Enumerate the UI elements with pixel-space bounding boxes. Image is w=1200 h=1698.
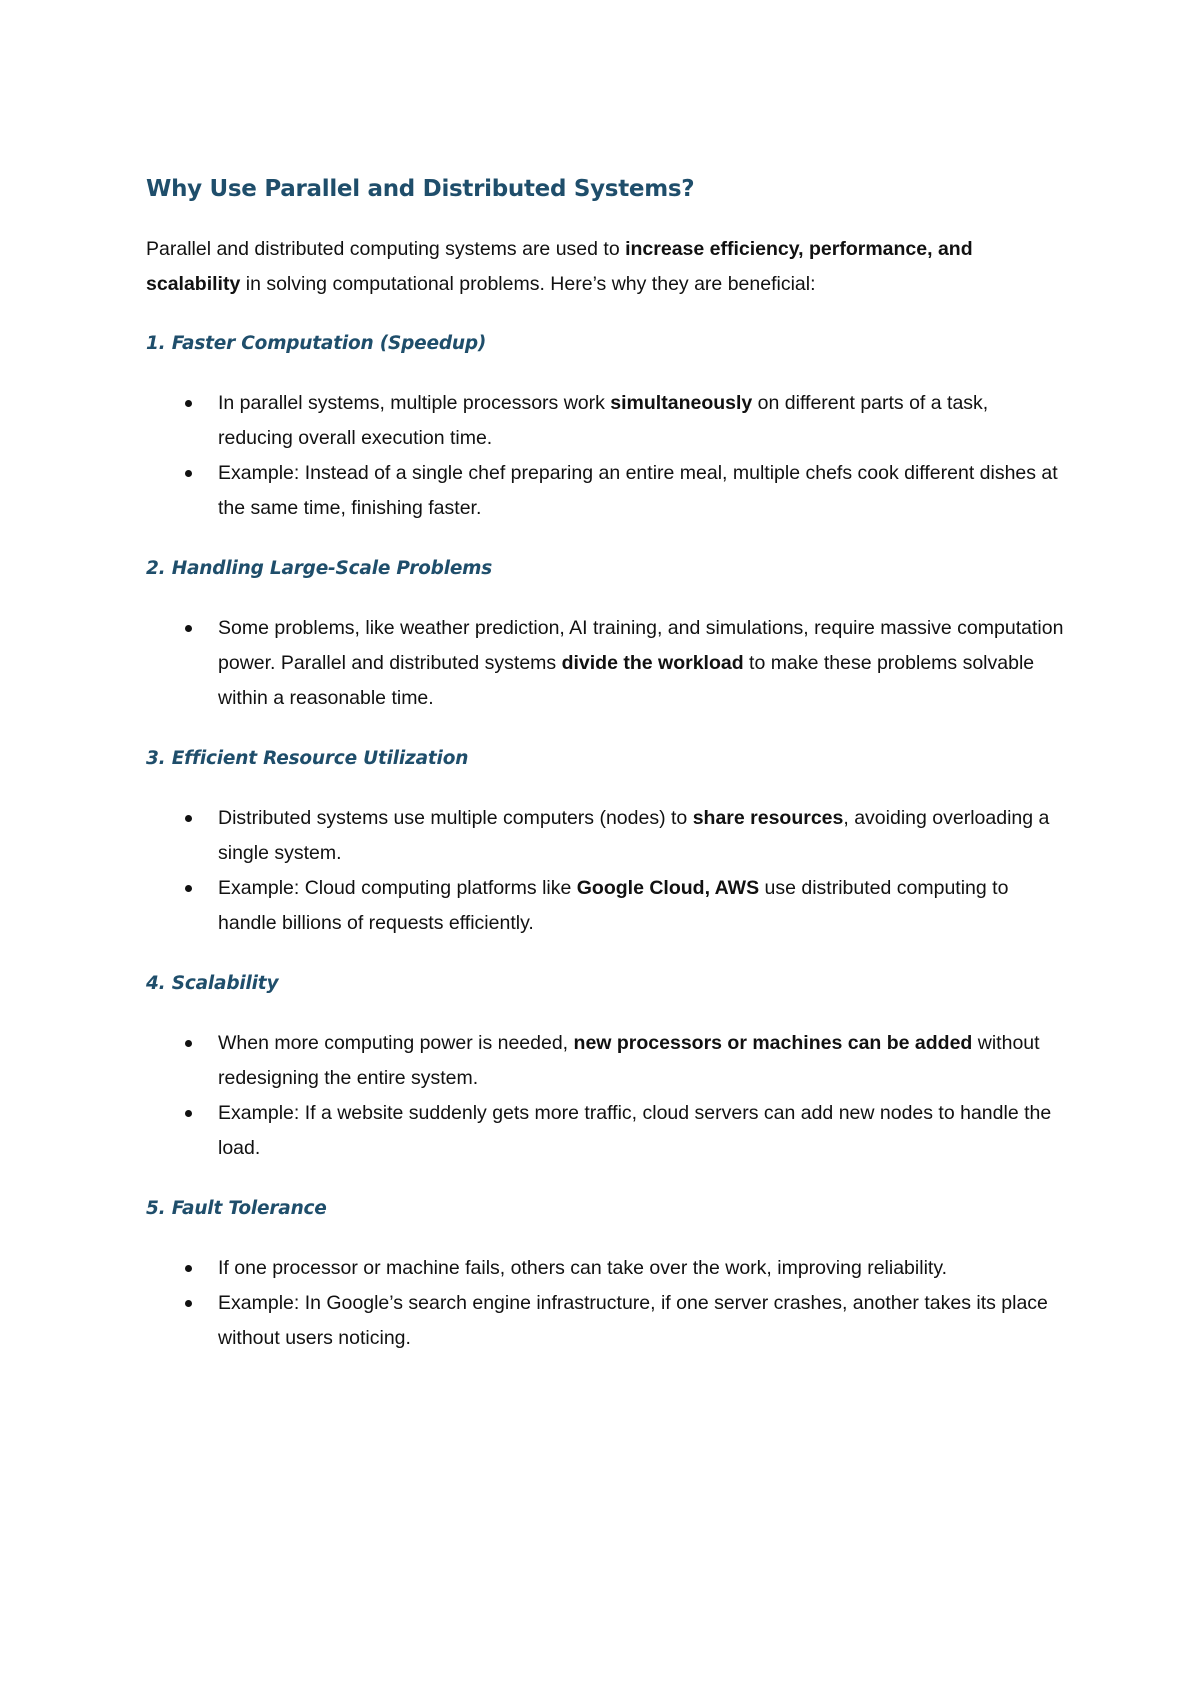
section-scalability (146, 973, 1066, 1166)
bullet-text: Example: If a website suddenly gets more traffic, cloud servers can add new nodes to handle the load. (218, 1102, 1052, 1159)
bullet-emphasis: divide the workload (561, 652, 744, 674)
document-page (146, 176, 1066, 1388)
list-item (218, 871, 1066, 941)
intro-emphasis: increase efficiency, performance, and scalability (146, 238, 973, 295)
bullet-text: Some problems, like weather prediction, AI training, and simulations, require massive computation power. Parallel and distributed systems (218, 617, 1064, 674)
bullet-emphasis: new processors or machines can be added (573, 1032, 973, 1054)
bullet-emphasis: Google Cloud, AWS (576, 877, 760, 899)
section-large-scale-problems (146, 558, 1066, 716)
intro-text: in solving computational problems. Here’s why they are beneficial: (240, 273, 816, 295)
bullet-text: When more computing power is needed, (218, 1032, 574, 1054)
section-heading: 2. Handling Large-Scale Problems (146, 558, 493, 579)
list-item (218, 801, 1066, 871)
intro-text: Parallel and distributed computing systems are used to (146, 238, 626, 260)
section-fault-tolerance (146, 1198, 1066, 1356)
bullet-list (146, 1251, 1066, 1356)
bullet-text: Example: In Google’s search engine infrastructure, if one server crashes, another takes its place without users noticing. (218, 1292, 1048, 1349)
section-faster-computation (146, 333, 1066, 526)
section-resource-utilization (146, 748, 1066, 941)
list-item (218, 386, 1066, 456)
bullet-text: on different parts of a task, reducing overall execution time. (218, 392, 989, 449)
bullet-emphasis: share resources (692, 807, 844, 829)
bullet-text: use distributed computing to handle billions of requests efficiently. (218, 877, 1009, 934)
section-heading: 4. Scalability (146, 973, 279, 994)
bullet-text: Example: Instead of a single chef preparing an entire meal, multiple chefs cook different dishes at the same time, finishing faster. (218, 462, 1058, 519)
bullet-text: Distributed systems use multiple computers (nodes) to (218, 807, 693, 829)
bullet-list (146, 386, 1066, 526)
bullet-text: , avoiding overloading a single system. (218, 807, 1050, 864)
intro-paragraph (146, 232, 1066, 302)
bullet-text: to make these problems solvable within a reasonable time. (218, 652, 1035, 709)
list-item (218, 1251, 1066, 1286)
bullet-list (146, 1026, 1066, 1166)
bullet-list (146, 611, 1066, 716)
bullet-text: In parallel systems, multiple processors work (218, 392, 611, 414)
bullet-list (146, 801, 1066, 941)
bullet-text: Example: Cloud computing platforms like (218, 877, 577, 899)
section-heading: 5. Fault Tolerance (146, 1198, 327, 1219)
page-title: Why Use Parallel and Distributed Systems? (146, 176, 695, 202)
bullet-text: If one processor or machine fails, others can take over the work, improving reliability. (218, 1257, 948, 1279)
section-heading: 3. Efficient Resource Utilization (146, 748, 469, 769)
list-item (218, 1026, 1066, 1096)
bullet-text: without redesigning the entire system. (218, 1032, 1040, 1089)
list-item (218, 1096, 1066, 1166)
list-item (218, 611, 1066, 716)
section-heading: 1. Faster Computation (Speedup) (146, 333, 487, 354)
list-item (218, 456, 1066, 526)
list-item (218, 1286, 1066, 1356)
bullet-emphasis: simultaneously (610, 392, 753, 414)
